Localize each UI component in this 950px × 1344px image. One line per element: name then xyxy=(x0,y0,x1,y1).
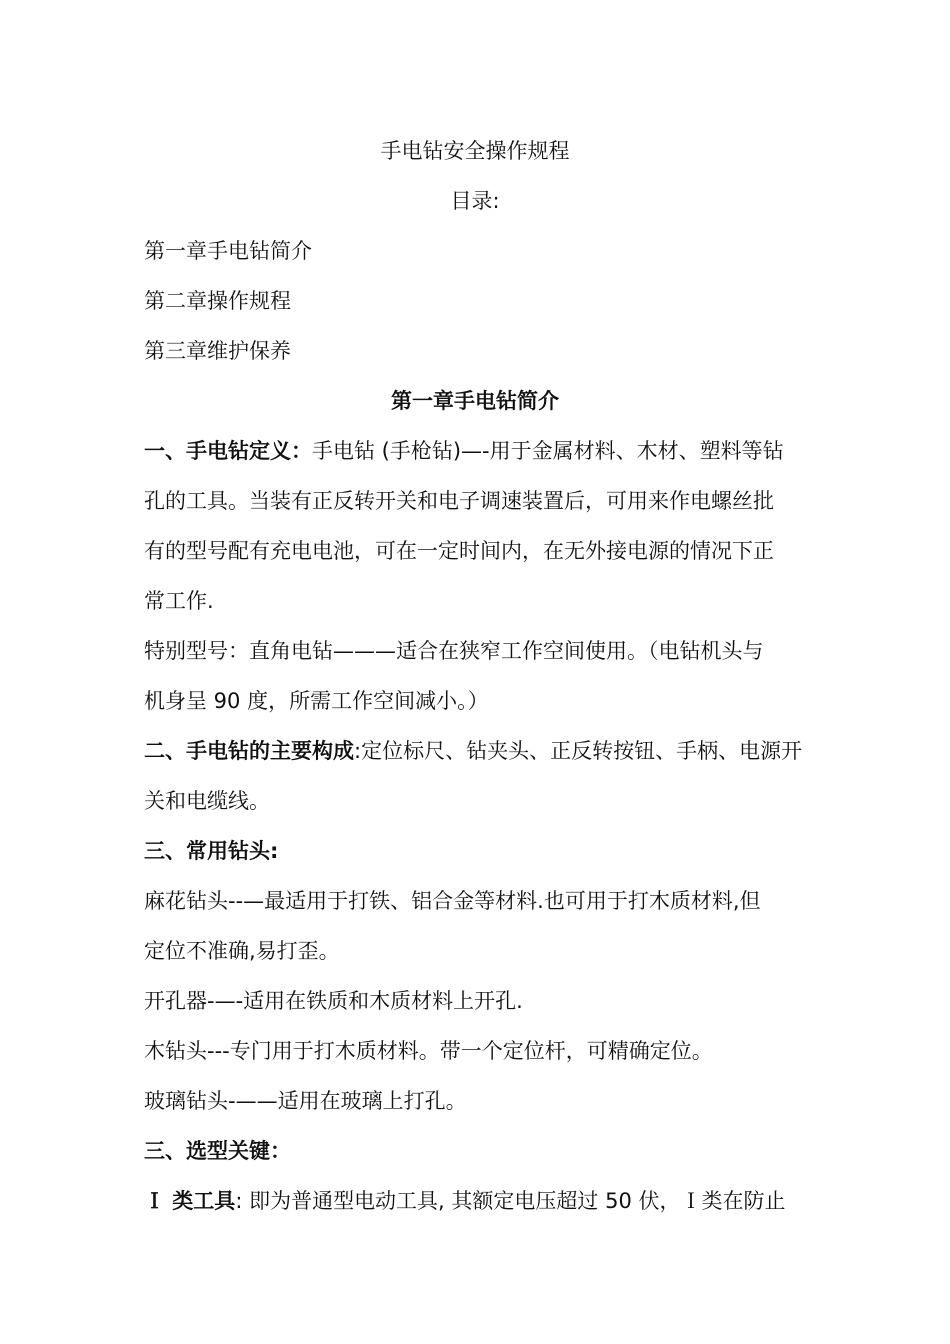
document-title: 手电钻安全操作规程 xyxy=(380,139,570,163)
glass-bit-line: 玻璃钻头-——适用在玻璃上打孔。 xyxy=(144,1089,467,1113)
composition-text: :定位标尺、钻夹头、正反转按钮、手柄、电源开 xyxy=(354,739,803,763)
toc-item-2: 第二章操作规程 xyxy=(144,289,291,313)
special-model-line1: 特别型号：直角电钻———适合在狭窄工作空间使用。（电钻机头与 xyxy=(144,639,764,663)
definition-label: 一、手电钻定义： xyxy=(144,439,312,463)
class1-text: : 即为普通型电动工具, 其额定电压超过 50 伏，Ｉ类在防止 xyxy=(235,1189,786,1213)
chapter1-heading: 第一章手电钻简介 xyxy=(391,389,559,413)
definition-paragraph-line2: 孔的工具。当装有正反转开关和电子调速装置后，可用来作电螺丝批 xyxy=(144,489,774,513)
twist-drill-line1: 麻花钻头--—最适用于打铁、铝合金等材料.也可用于打木质材料,但 xyxy=(144,889,761,913)
wood-bit-line: 木钻头---专门用于打木质材料。带一个定位杆，可精确定位。 xyxy=(144,1039,713,1063)
twist-drill-line2: 定位不准确,易打歪。 xyxy=(144,939,340,963)
toc-heading: 目录: xyxy=(450,189,500,213)
toc-item-1: 第一章手电钻简介 xyxy=(144,239,312,263)
drill-bits-heading: 三、常用钻头: xyxy=(144,839,279,863)
special-model-line2: 机身呈 90 度，所需工作空间减小。） xyxy=(144,689,489,713)
definition-paragraph-line4: 常工作. xyxy=(144,589,214,613)
composition-label: 二、手电钻的主要构成 xyxy=(144,739,354,763)
hole-saw-line: 开孔器-—-适用在铁质和木质材料上开孔. xyxy=(144,989,523,1013)
class1-label: Ｉ 类工具 xyxy=(144,1189,236,1213)
definition-paragraph-line3: 有的型号配有充电电池，可在一定时间内，在无外接电源的情况下正 xyxy=(144,539,774,563)
definition-paragraph-line1 xyxy=(144,436,814,466)
selection-heading: 三、选型关键： xyxy=(144,1139,291,1163)
composition-line2: 关和电缆线。 xyxy=(144,789,270,813)
class1-line xyxy=(144,1186,814,1216)
composition-line1 xyxy=(144,736,814,766)
toc-item-3: 第三章维护保养 xyxy=(144,339,291,363)
definition-text: 手电钻 (手枪钻)—-用于金属材料、木材、塑料等钻 xyxy=(312,439,784,463)
